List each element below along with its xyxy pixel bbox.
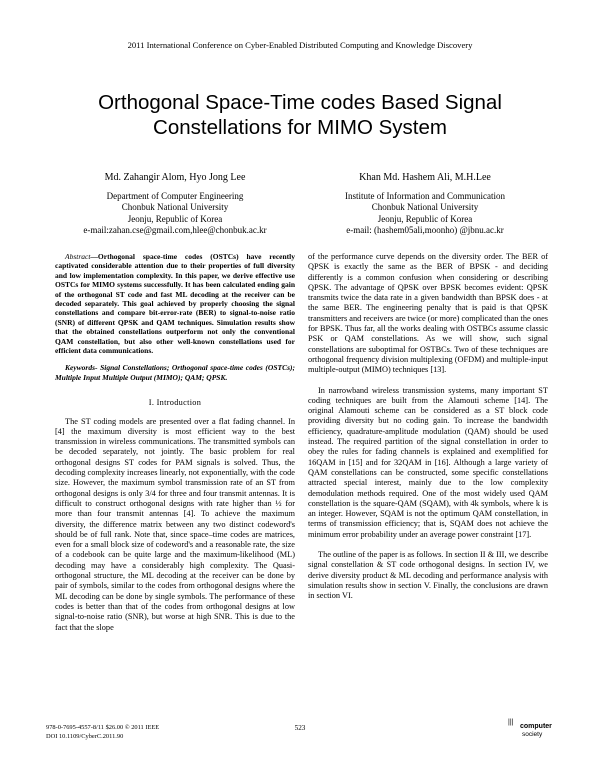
paper-title [40,90,560,140]
author-city-right: Jeonju, Republic of Korea [377,213,473,224]
author-city-left: Jeonju, Republic of Korea [127,213,223,224]
footer-info [46,724,159,742]
left-column [55,252,295,633]
logo-text-computer: computer [520,723,552,730]
footer-doi: DOI 10.1109/CyberC.2011.90 [46,732,124,740]
logo-mark-icon: ||| [508,719,514,726]
author-block-left [60,172,290,237]
author-email-right: e-mail: (hashem05ali,moonho) @jbnu.ac.kr [346,225,504,235]
section-heading-introduction: I. Introduction [148,398,202,408]
title-line-2: Constellations for MIMO System [153,116,447,139]
page-number: 523 [294,724,306,732]
author-names-right: Khan Md. Hashem Ali, M.H.Lee [359,172,491,183]
abstract-body: —Orthogonal space-time codes (OSTCs) have recently captivated considerable attention due to their properties of full diversity and low implementation complexity. In this paper, we derive effective use OSTCs for MIMO systems successfully. It has been calculated ending gain of the orthogonal ST code and fast ML decoding at the receiver can be decoded separately. This goal achieved by properly choosing the signal constellations and compare bit-error-rate (BER) to signal-to-noise ratio (SNR) of different QPSK and QAM techniques. Simulation results show that the obtained constellations outperform not only the conventional QAM constellation, but also other well-known constellations used for efficient data communications. [55,252,295,356]
abstract [55,252,295,355]
footer-isbn: 978-0-7695-4557-8/11 $26.00 © 2011 IEEE [46,724,160,731]
author-univ-right: Chonbuk National University [371,202,479,212]
author-email-left: e-mail:zahan.cse@gmail.com,hlee@chonbuk.ac.kr [83,225,267,235]
author-block-right [310,172,540,237]
computer-society-logo [500,717,560,747]
right-column [308,252,548,602]
title-line-1: Orthogonal Space-Time codes Based Signal [98,91,502,114]
intro-paragraph: The ST coding models are presented over a flat fading channel. In [4] the maximum diversity is most efficient way to the best transmission in wireless communications. The transmitted symbols can be decoded separately, not jointly. The basic problem for real orthogonal designs ST codes for PAM signals is solved. Thus, the decoding complexity increases linearly, not exponentially, with the code size. However, the maximum symbol transmission rate of an ST from orthogonal designs is only 3/4 for three and four transmit antennas. It is difficult to construct orthogonal designs with rate higher than ½ for more than four transmit antennas [4]. To achieve the maximum diversity, the difference matrix between any two distinct codeword's should be of full rank. Note that, since space–time codes are matrices, even for a small block size of codeword's and a reasonable rate, the size of a codebook can be quite large and the maximum-likelihood (ML) decoding may have a considerably high complexity. The Quasi-orthogonal structure, the ML decoding at the receiver can be done by pair of symbols, similar to the codes from orthogonal designs where the ML decoding can be done by single symbols. The performance of these codes is better than that of the codes from orthogonal designs at low signal-to-noise ratio (SNR), but worse at high SNR. This is due to the fact that the slope [55,416,295,632]
author-names-left: Md. Zahangir Alom, Hyo Jong Lee [104,172,246,183]
abstract-label: Abstract [65,252,91,261]
conference-header: 2011 International Conference on Cyber-Enabled Distributed Computing and Knowledge Discovery [127,40,473,50]
body-paragraph-3: The outline of the paper is as follows. In section II & III, we describe signal constellation & ST code orthogonal designs. In section IV, we derive diversity product & ML decoding and performance analysis with simulation results show in section V. Finally, the conclusions are drawn in section VI. [308,550,548,601]
body-paragraph-1: of the performance curve depends on the diversity order. The BER of QPSK is exactly the same as the BER of BPSK - and deciding differently is a common confusion when considering or describing QPSK. The advantage of QPSK over BPSK becomes evident: QPSK transmits twice the data rate in a given bandwidth than BPSK does - at the same BER. The engineering penalty that is paid is that QPSK transmitters and receivers are twice (or more) complicated than the ones for BPSK. Thus far, all the works dealing with OSTBCs assume classic PSK or QAM constellations. As we will show, such signal constellations are suboptimal for OSTBCs. Two of these techniques are orthogonal frequency division multiplexing (OFDM) and multiple-input multiple-output (MIMO) techniques [13]. [308,252,548,375]
author-dept-left: Department of Computer Engineering [106,190,244,201]
logo-text-society: society [522,731,543,738]
body-paragraph-2: In narrowband wireless transmission systems, many important ST coding techniques are built from the Alamouti scheme [14]. The original Alamouti scheme can be considered as a ST block code providing diversity but no coding gain. To increase the bandwidth efficiency, quadrature-amplitude modulation (QAM) should be used instead. The required partition of the signal constellation in order to obey the rules for fading channels is explained and exemplified for 16QAM in [15] and for 32QAM in [16]. Although a large variety of QAM constellations can be constructed, some specific constellations attracted special interest, mainly due to the low complexity demodulation methods required. One of the most widely used QAM constellation is the square-QAM (SQAM), with 4k symbols, where k is an integer. However, SQAM is not the optimum QAM constellation, in terms of transmission efficiency; that is, SQAM does not achieve the minimum error probability under an average power constraint [17]. [308,385,548,539]
author-univ-left: Chonbuk National University [121,202,229,212]
author-dept-right: Institute of Information and Communication [345,190,505,201]
keywords: Keywords- Signal Constellations; Orthogonal space-time codes (OSTCs); Multiple Input Multiple Output (MIMO); QAM; QPSK. [55,363,295,382]
